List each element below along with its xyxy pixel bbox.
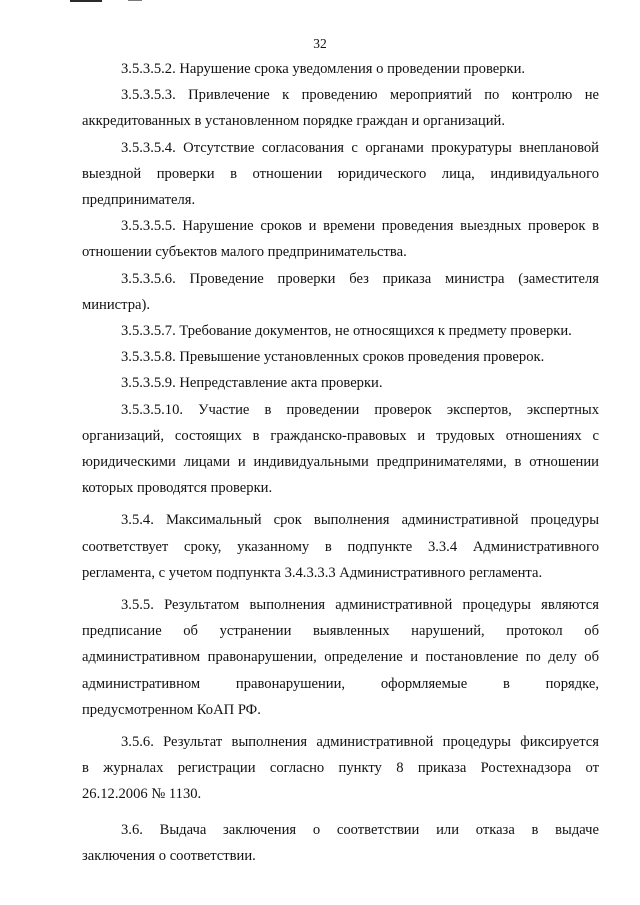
- paragraph-line: регламента, с учетом подпункта 3.4.3.3.3 Административного регламента.: [82, 564, 543, 581]
- paragraph-line: 3.5.3.5.5. Нарушение сроков и времени проведения выездных проверок в: [121, 218, 599, 235]
- paragraph-line: 3.5.3.5.6. Проведение проверки без приказа министра (заместителя: [121, 270, 599, 287]
- paragraph-line: 3.5.3.5.3. Привлечение к проведению мероприятий по контролю не: [121, 87, 599, 104]
- scan-artifact-line: [128, 0, 142, 1]
- paragraph-line: выездной проверки в отношении юридического лица, индивидуального: [82, 165, 599, 182]
- paragraph-line: 3.5.6. Результат выполнения административной процедуры фиксируется: [121, 734, 599, 751]
- paragraph-line: юридическими лицами и индивидуальными предпринимателями, в отношении: [82, 454, 599, 471]
- paragraph-3-5-3-5-3: [82, 82, 599, 134]
- paragraph-3-5-3-5-5: [82, 213, 599, 265]
- paragraph-3-5-3-5-10: [82, 397, 599, 502]
- paragraph-line: заключения о соответствии.: [82, 847, 256, 864]
- document-body: [82, 56, 599, 869]
- paragraph-line: организаций, состоящих в гражданско-правовых и трудовых отношениях с: [82, 427, 599, 444]
- paragraph-line: предусмотренном КоАП РФ.: [82, 701, 261, 718]
- paragraph-line: предпринимателя.: [82, 192, 196, 209]
- paragraph-line: аккредитованных в установленном порядке граждан и организаций.: [82, 113, 505, 130]
- paragraph-line: 3.6. Выдача заключения о соответствии или отказа в выдаче: [121, 821, 599, 838]
- paragraph-line: 3.5.3.5.7. Требование документов, не относящихся к предмету проверки.: [121, 323, 572, 340]
- paragraph-3-5-3-5-7: [82, 318, 599, 344]
- page-number: 32: [313, 36, 327, 51]
- paragraph-3-5-3-5-8: [82, 344, 599, 370]
- paragraph-3-5-3-5-9: [82, 370, 599, 396]
- paragraph-3-5-5: [82, 592, 599, 723]
- scan-artifact-line: [70, 0, 102, 2]
- paragraph-3-5-3-5-2: [82, 56, 599, 82]
- paragraph-line: 3.5.4. Максимальный срок выполнения административной процедуры: [121, 512, 599, 529]
- paragraph-3-5-3-5-4: [82, 135, 599, 214]
- paragraph-line: 3.5.5. Результатом выполнения административной процедуры являются: [121, 597, 599, 614]
- paragraph-line: министра).: [82, 296, 150, 313]
- paragraph-3-5-4: [82, 507, 599, 586]
- paragraph-line: отношении субъектов малого предпринимательства.: [82, 244, 407, 261]
- paragraph-line: 26.12.2006 № 1130.: [82, 786, 202, 803]
- paragraph-line: 3.5.3.5.10. Участие в проведении проверок экспертов, экспертных: [121, 401, 599, 418]
- paragraph-3-5-6: [82, 729, 599, 808]
- paragraph-line: 3.5.3.5.8. Превышение установленных сроков проведения проверок.: [121, 349, 545, 366]
- paragraph-line: соответствует сроку, указанному в подпункте 3.3.4 Административного: [82, 538, 599, 555]
- paragraph-line: 3.5.3.5.2. Нарушение срока уведомления о проведении проверки.: [121, 61, 526, 77]
- paragraph-line: которых проводятся проверки.: [82, 480, 273, 497]
- paragraph-line: в журналах регистрации согласно пункту 8 приказа Ростехнадзора от: [82, 760, 599, 777]
- paragraph-line: административном правонарушении, оформляемые в порядке,: [82, 675, 599, 692]
- paragraph-3-5-3-5-6: [82, 266, 599, 318]
- paragraph-line: административном правонарушении, определение и постановление по делу об: [82, 649, 599, 666]
- paragraph-line: 3.5.3.5.4. Отсутствие согласования с органами прокуратуры внеплановой: [121, 139, 599, 156]
- paragraph-line: 3.5.3.5.9. Непредставление акта проверки.: [121, 375, 383, 392]
- paragraph-line: предписание об устранении выявленных нарушений, протокол об: [82, 623, 599, 640]
- paragraph-3-6: [82, 817, 599, 869]
